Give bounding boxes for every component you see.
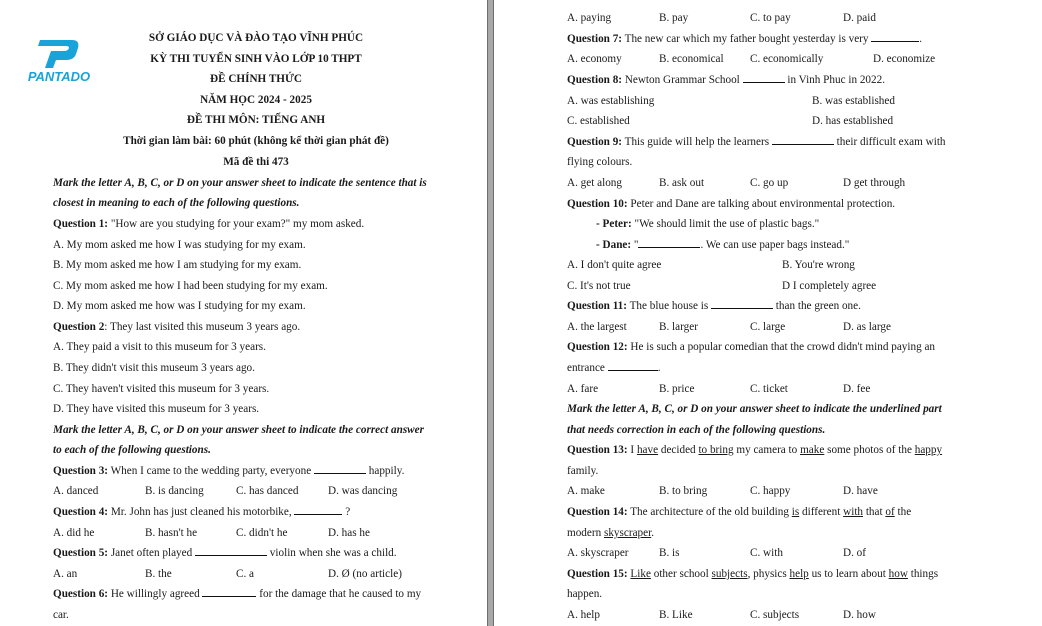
- question-1: [53, 217, 364, 231]
- header-exam-name: KỲ THI TUYỂN SINH VÀO LỚP 10 THPT: [150, 53, 362, 65]
- question-text: modern: [567, 527, 604, 539]
- answer-blank: [772, 135, 834, 145]
- option-c[interactable]: C. established: [567, 115, 630, 127]
- option-c[interactable]: C. They haven't visited this museum for 3 years.: [53, 383, 270, 395]
- option-b[interactable]: B. You're wrong: [782, 259, 855, 271]
- option-a[interactable]: A. economy: [567, 53, 622, 65]
- question-5: [53, 546, 397, 560]
- question-text: that: [863, 506, 886, 518]
- option-b[interactable]: B. was established: [812, 95, 895, 107]
- option-d[interactable]: D. Ø (no article): [328, 568, 402, 580]
- question-10: [567, 197, 895, 211]
- option-a[interactable]: A. an: [53, 568, 78, 580]
- answer-blank: [294, 505, 342, 515]
- question-text: decided: [658, 444, 699, 456]
- option-b[interactable]: B. hasn't he: [145, 527, 198, 539]
- option-b[interactable]: B. price: [659, 383, 695, 395]
- question-text: some photos of the: [824, 444, 915, 456]
- option-a[interactable]: A. make: [567, 485, 605, 497]
- question-8: [567, 73, 885, 87]
- question-text: He is such a popular comedian that the crowd didn't mind paying an: [627, 341, 936, 353]
- option-a[interactable]: A. was establishing: [567, 95, 655, 107]
- question-text: my camera to: [733, 444, 801, 456]
- underlined-part: have: [636, 444, 659, 456]
- header-school-year: NĂM HỌC 2024 - 2025: [200, 94, 312, 106]
- option-a[interactable]: A. fare: [567, 383, 599, 395]
- option-a[interactable]: A. paying: [567, 12, 612, 24]
- option-d[interactable]: D. paid: [843, 12, 876, 24]
- question-text: entrance: [567, 362, 608, 374]
- question-text: , physics: [747, 568, 790, 580]
- underlined-part: is: [791, 506, 800, 518]
- question-text: The new car which my father bought yesterday is very: [622, 33, 872, 45]
- question-label: Question 8:: [567, 74, 623, 86]
- header-subject: ĐỀ THI MÔN: TIẾNG ANH: [186, 114, 326, 126]
- option-a[interactable]: A. I don't quite agree: [567, 259, 662, 271]
- option-d[interactable]: D. as large: [843, 321, 891, 333]
- underlined-part: subjects: [711, 568, 748, 580]
- question-14: [567, 505, 911, 519]
- option-c[interactable]: C. a: [236, 568, 255, 580]
- option-d[interactable]: D. has established: [812, 115, 894, 127]
- option-d[interactable]: D. has he: [328, 527, 370, 539]
- question-15-continuation: happen.: [567, 588, 603, 600]
- dialogue-text: "We should limit the use of plastic bags.": [631, 218, 820, 230]
- option-b[interactable]: B. is: [659, 547, 680, 559]
- question-label: Question 1:: [53, 218, 109, 230]
- question-text: When I came to the wedding party, everyone: [108, 465, 314, 477]
- dialogue-text: ": [631, 239, 639, 251]
- option-b[interactable]: B. larger: [659, 321, 698, 333]
- underlined-part: help: [789, 568, 809, 580]
- question-label: Question 14:: [567, 506, 628, 518]
- question-label: Question 9:: [567, 136, 623, 148]
- question-4: [53, 505, 350, 519]
- option-b[interactable]: B. They didn't visit this museum 3 years ago.: [53, 362, 255, 374]
- question-label: Question 3:: [53, 465, 109, 477]
- logo-text: PANTADO: [27, 69, 91, 84]
- question-text: violin when she was a child.: [267, 547, 397, 559]
- question-text: other school: [650, 568, 712, 580]
- page-divider: [487, 0, 494, 626]
- option-c[interactable]: C. ticket: [750, 383, 788, 395]
- option-c[interactable]: C. to pay: [750, 12, 791, 24]
- option-b[interactable]: B. pay: [659, 12, 689, 24]
- option-b[interactable]: B. economical: [659, 53, 724, 65]
- question-text: in Vinh Phuc in 2022.: [784, 74, 886, 86]
- option-d[interactable]: D. My mom asked me how was I studying for my exam.: [53, 300, 306, 312]
- underlined-part: how: [888, 568, 908, 580]
- question-12: [567, 340, 935, 354]
- answer-blank: [195, 546, 267, 556]
- option-d[interactable]: D. was dancing: [328, 485, 398, 497]
- underlined-part: to bring: [698, 444, 734, 456]
- option-c[interactable]: C. with: [750, 547, 783, 559]
- question-text: : They last visited this museum 3 years ago.: [104, 321, 301, 333]
- question-text: for the damage that he caused to my: [256, 588, 422, 600]
- question-text: different: [799, 506, 844, 518]
- question-6: [53, 587, 421, 601]
- answer-blank: [638, 238, 700, 248]
- option-b[interactable]: B. is dancing: [145, 485, 204, 497]
- question-label: Question 13:: [567, 444, 628, 456]
- section-instruction: Mark the letter A, B, C, or D on your answer sheet to indicate the correct answer: [53, 424, 424, 436]
- option-a[interactable]: A. skyscraper: [567, 547, 629, 559]
- answer-blank: [871, 32, 919, 42]
- answer-blank: [314, 464, 366, 474]
- dialogue-dane: [596, 238, 849, 252]
- header-department: SỞ GIÁO DỤC VÀ ĐÀO TẠO VĨNH PHÚC: [148, 32, 364, 44]
- option-c[interactable]: C. subjects: [750, 609, 800, 621]
- question-9: [567, 135, 946, 149]
- question-label: Question 2: [53, 321, 105, 333]
- dialogue-text: . We can use paper bags instead.": [700, 239, 850, 251]
- option-a[interactable]: A. They paid a visit to this museum for 3 years.: [53, 341, 266, 353]
- option-b[interactable]: B. ask out: [659, 177, 705, 189]
- question-text: I: [627, 444, 637, 456]
- question-11: [567, 299, 861, 313]
- option-c[interactable]: C. It's not true: [567, 280, 631, 292]
- answer-blank: [608, 361, 658, 371]
- option-c[interactable]: C. has danced: [236, 485, 299, 497]
- question-text: "How are you studying for your exam?" my mom asked.: [108, 218, 365, 230]
- question-3: [53, 464, 404, 478]
- question-6-continuation: car.: [53, 609, 69, 621]
- option-c[interactable]: C. My mom asked me how I had been studying for my exam.: [53, 280, 328, 292]
- question-text: ?: [342, 506, 351, 518]
- question-13-continuation: family.: [567, 465, 599, 477]
- answer-blank: [711, 299, 773, 309]
- section-instruction: Mark the letter A, B, C, or D on your answer sheet to indicate the sentence that is: [53, 177, 427, 189]
- question-text: their difficult exam with: [833, 136, 946, 148]
- underlined-part: of: [885, 506, 895, 518]
- exam-page-left: [0, 0, 486, 626]
- section-instruction: closest in meaning to each of the following questions.: [53, 197, 300, 209]
- option-d[interactable]: D. economize: [873, 53, 936, 65]
- header-exam-code: Mã đề thi 473: [223, 156, 289, 168]
- underlined-part: happy: [914, 444, 943, 456]
- question-text: Newton Grammar School: [622, 74, 743, 86]
- question-text: .: [657, 362, 661, 374]
- section-instruction: that needs correction in each of the following questions.: [567, 424, 826, 436]
- option-d[interactable]: D. fee: [843, 383, 871, 395]
- speaker-label: - Dane:: [596, 239, 632, 251]
- underlined-part: Like: [630, 568, 651, 580]
- option-c[interactable]: C. economically: [750, 53, 824, 65]
- option-b[interactable]: B. the: [145, 568, 172, 580]
- question-2: [53, 320, 300, 334]
- option-a[interactable]: A. help: [567, 609, 600, 621]
- option-d[interactable]: D. have: [843, 485, 878, 497]
- exam-page-right: [495, 0, 1042, 626]
- option-b[interactable]: B. My mom asked me how I am studying for my exam.: [53, 259, 302, 271]
- question-text: The blue house is: [627, 300, 711, 312]
- question-7: [567, 32, 922, 46]
- question-text: The architecture of the old building: [627, 506, 792, 518]
- question-label: Question 11:: [567, 300, 627, 312]
- question-text: happily.: [365, 465, 405, 477]
- option-c[interactable]: C. didn't he: [236, 527, 288, 539]
- option-d[interactable]: D. They have visited this museum for 3 years.: [53, 403, 260, 415]
- section-instruction: Mark the letter A, B, C, or D on your answer sheet to indicate the underlined part: [567, 403, 942, 415]
- option-a[interactable]: A. get along: [567, 177, 622, 189]
- question-13: [567, 443, 942, 457]
- answer-blank: [743, 73, 785, 83]
- header-time: Thời gian làm bài: 60 phút (không kể thời gian phát đề): [123, 135, 389, 147]
- option-d[interactable]: D. of: [843, 547, 866, 559]
- question-label: Question 6:: [53, 588, 109, 600]
- header-official: ĐỀ CHÍNH THỨC: [210, 73, 302, 85]
- speaker-label: - Peter:: [596, 218, 632, 230]
- question-label: Question 5:: [53, 547, 109, 559]
- underlined-part: make: [800, 444, 825, 456]
- option-d[interactable]: D get through: [843, 177, 906, 189]
- underlined-part: skyscraper: [603, 527, 652, 539]
- question-text: .: [919, 33, 923, 45]
- question-label: Question 10:: [567, 198, 628, 210]
- option-a[interactable]: A. did he: [53, 527, 95, 539]
- option-a[interactable]: A. the largest: [567, 321, 627, 333]
- question-label: Question 4:: [53, 506, 109, 518]
- option-a[interactable]: A. My mom asked me how I was studying for my exam.: [53, 239, 306, 251]
- question-15: [567, 567, 938, 581]
- question-label: Question 15:: [567, 568, 628, 580]
- question-text: Mr. John has just cleaned his motorbike,: [108, 506, 295, 518]
- answer-blank: [202, 587, 256, 597]
- option-b[interactable]: B. to bring: [659, 485, 708, 497]
- underlined-part: with: [843, 506, 864, 518]
- option-b[interactable]: B. Like: [659, 609, 693, 621]
- question-text: us to learn about: [808, 568, 889, 580]
- question-14-continuation: [567, 526, 654, 540]
- question-text: This guide will help the learners: [622, 136, 772, 148]
- option-d[interactable]: D I completely agree: [782, 280, 877, 292]
- question-text: .: [651, 527, 654, 539]
- question-text: than the green one.: [773, 300, 861, 312]
- option-c[interactable]: C. large: [750, 321, 786, 333]
- question-text: Peter and Dane are talking about environmental protection.: [627, 198, 896, 210]
- section-instruction: to each of the following questions.: [53, 444, 211, 456]
- question-text: Janet often played: [108, 547, 195, 559]
- option-a[interactable]: A. danced: [53, 485, 99, 497]
- question-label: Question 7:: [567, 33, 623, 45]
- question-text: He willingly agreed: [108, 588, 203, 600]
- question-9-continuation: flying colours.: [567, 156, 633, 168]
- dialogue-peter: [596, 217, 819, 231]
- question-text: things: [907, 568, 939, 580]
- option-d[interactable]: D. how: [843, 609, 876, 621]
- question-12-continuation: [567, 361, 660, 375]
- question-text: the: [894, 506, 912, 518]
- question-label: Question 12:: [567, 341, 628, 353]
- option-c[interactable]: C. happy: [750, 485, 791, 497]
- option-c[interactable]: C. go up: [750, 177, 789, 189]
